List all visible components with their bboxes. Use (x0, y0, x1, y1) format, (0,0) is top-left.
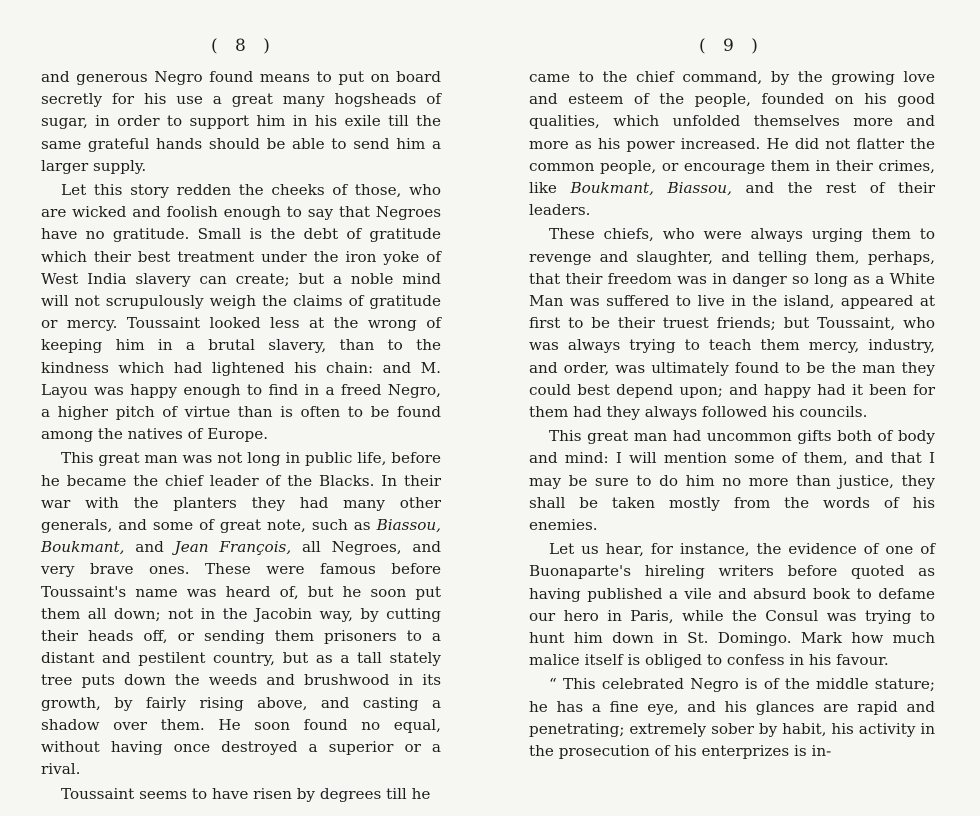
paragraph: and generous Negro found means to put on board secretly for his use a great many hogsheads of sugar, in order to support him in his exile till the same grateful hands should be able to send him a larger supply. (41, 68, 441, 175)
page-number-left: ( 8 ) (211, 36, 276, 56)
paragraph: Let us hear, for instance, the evidence of one of Buonaparte's hireling writers before quoted as having published a vile and absurd book to defame our hero in Paris, while the Consul was trying to hunt him down in St. Domingo. Mark how much malice itself is obliged to confess in his favour. (529, 540, 935, 670)
paragraph: Let this story redden the cheeks of those, who are wicked and foolish enough to say that Negroes have no gratitude. Small is the debt of gratitude which their best treatment under the iron yoke of West India slavery can create; but a noble mind will not scrupulously weigh the claims of gratitude or mercy. Toussaint looked less at the wrong of keeping him in a brutal slavery, than to the kindness which had lightened his chain: and M. Layou was happy enough to find in a freed Negro, a higher pitch of virtue than is often to be found among the natives of Europe. (41, 181, 441, 444)
text-run: and the rest of their leaders. (529, 179, 936, 220)
left-page-text (41, 66, 441, 805)
text-run: came to the chief command, by the growing love and esteem of the people, founded on his good qualities, which unfolded themselves more and more as his power increased. He did not flatter the common people, or encourage them in their crimes, like (529, 68, 935, 198)
paragraph (529, 66, 935, 221)
right-page-text (529, 66, 935, 762)
italic-names: Boukmant, Biassou, (570, 179, 732, 198)
text-run: all Negroes, and very brave ones. These were famous before Toussaint's name was heard of, but he soon put them all down; not in the Jacobin way, by cutting their heads off, or sending them prisoners to a distant and pestilent country, but as a tall stately tree puts down the weeds and brushwood in its growth, by fairly rising above, and casting a shadow over them. He soon found no equal, without having once destroyed a superior or a rival. (41, 538, 441, 779)
italic-names: Biassou, Boukmant, (41, 516, 441, 557)
paragraph: “ This celebrated Negro is of the middle stature; he has a fine eye, and his glances are rapid and penetrating; extremely sober by habit, his activity in the prosecution of his enterprizes is in- (529, 675, 935, 761)
paragraph: Toussaint seems to have risen by degrees till he (61, 784, 431, 803)
paragraph: These chiefs, who were always urging them to revenge and slaughter, and telling them, perhaps, that their freedom was in danger so long as a White Man was suffered to live in the island, appeared at first to be their truest friends; but Toussaint, who was always trying to teach them mercy, industry, and order, was ultimately found to be the man they could best depend upon; and happy had it been for them had they always followed his councils. (529, 225, 935, 422)
text-run: and (124, 538, 175, 557)
paragraph (41, 447, 441, 780)
paragraph: This great man had uncommon gifts both of body and mind: I will mention some of them, and that I may be sure to do him no more than justice, they shall be taken mostly from the words of his enemies. (529, 427, 935, 535)
page-number-right: ( 9 ) (699, 36, 764, 56)
italic-names: Jean François, (174, 538, 292, 557)
text-run: This great man was not long in public life, before he became the chief leader of the Blacks. In their war with the planters they had many other generals, and some of great note, such as (41, 449, 441, 535)
